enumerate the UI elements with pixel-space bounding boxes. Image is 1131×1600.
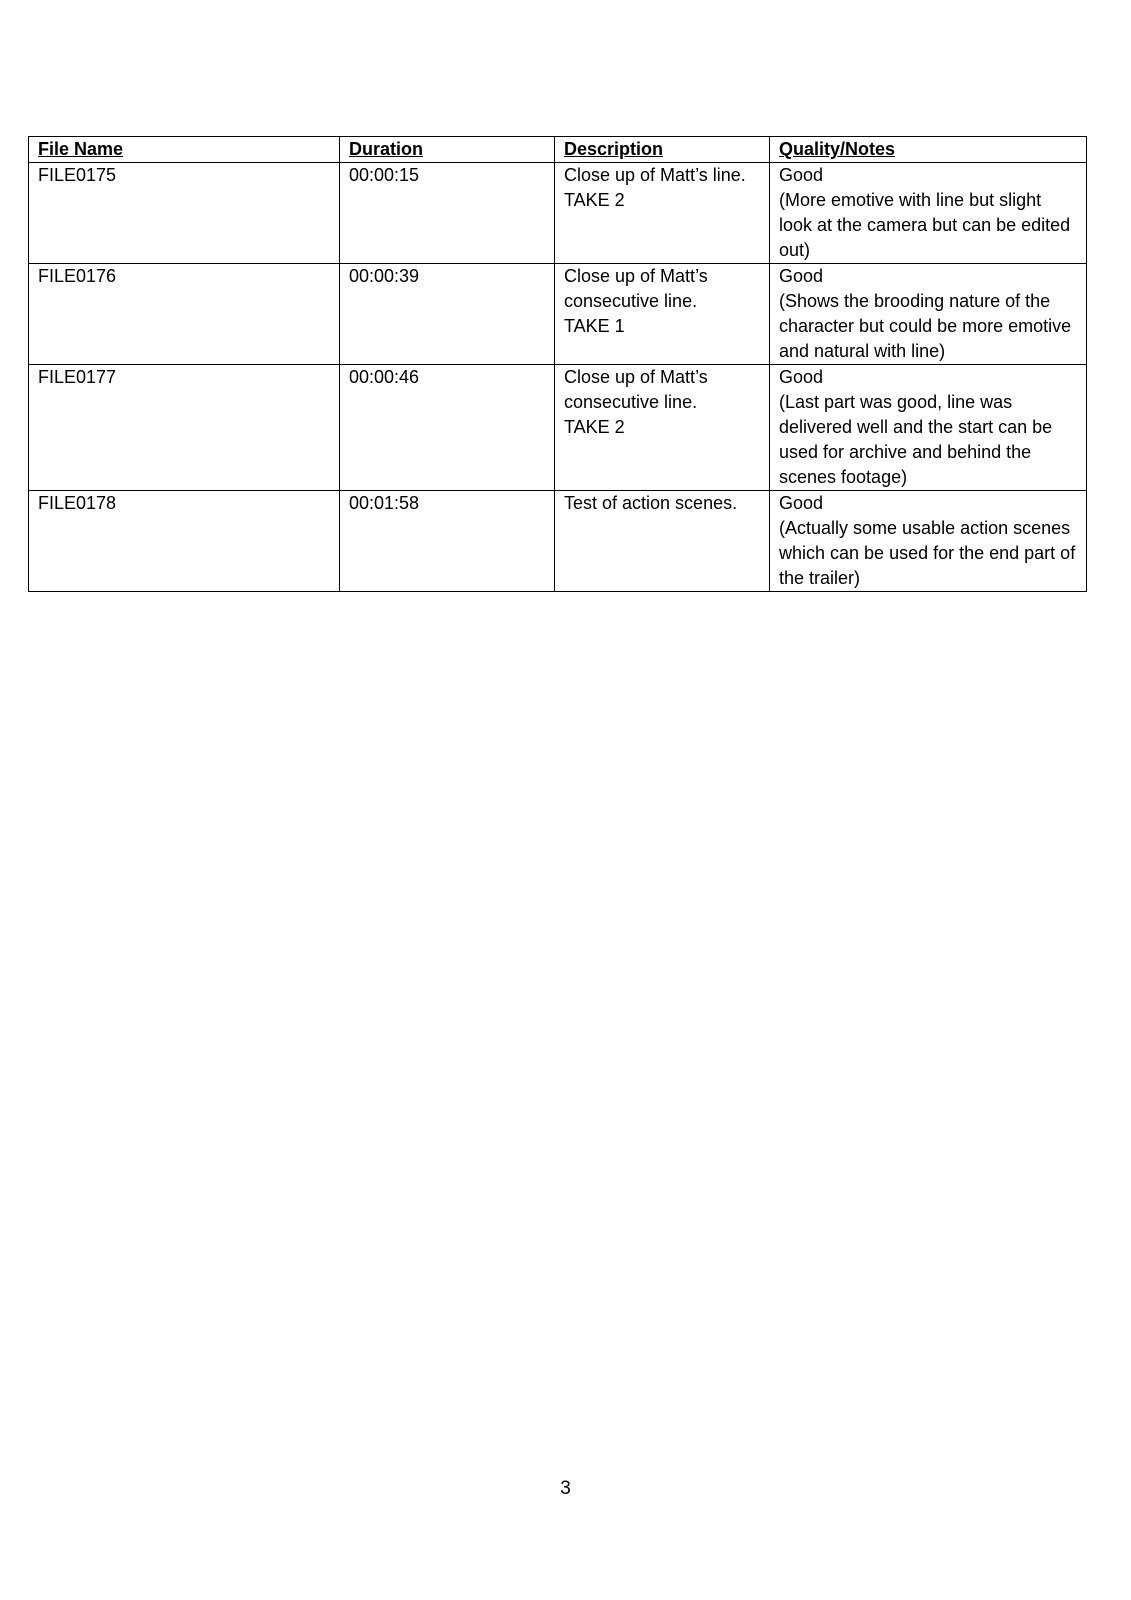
table-row <box>29 264 1087 365</box>
file-name-cell: FILE0175 <box>29 163 340 264</box>
footage-log-table <box>28 136 1087 592</box>
header-file-name: File Name <box>29 137 340 163</box>
description-cell <box>555 264 770 365</box>
notes-text: (Actually some usable action scenes which can be used for the end part of the trailer) <box>779 518 1076 588</box>
file-name-cell: FILE0178 <box>29 491 340 592</box>
take-label: TAKE 2 <box>564 190 625 210</box>
take-label: TAKE 1 <box>564 316 625 336</box>
notes-text: (Last part was good, line was delivered well and the start can be used for archive and behind the scenes footage) <box>779 392 1053 487</box>
file-name-cell: FILE0177 <box>29 365 340 491</box>
duration-cell: 00:00:15 <box>340 163 555 264</box>
page-number: 3 <box>560 1478 571 1499</box>
header-duration: Duration <box>340 137 555 163</box>
table-row <box>29 365 1087 491</box>
description-text: Test of action scenes. <box>564 493 738 513</box>
description-cell <box>555 365 770 491</box>
description-text: Close up of Matt’s consecutive line. <box>564 367 708 412</box>
notes-text: (More emotive with line but slight look at the camera but can be edited out) <box>779 190 1071 260</box>
quality-rating: Good <box>779 165 824 185</box>
take-label: TAKE 2 <box>564 417 625 437</box>
description-cell <box>555 163 770 264</box>
quality-notes-cell <box>770 163 1087 264</box>
description-text: Close up of Matt’s consecutive line. <box>564 266 708 311</box>
description-text: Close up of Matt’s line. <box>564 165 746 185</box>
quality-notes-cell <box>770 491 1087 592</box>
table-row <box>29 163 1087 264</box>
quality-rating: Good <box>779 493 824 513</box>
description-cell <box>555 491 770 592</box>
duration-cell: 00:00:39 <box>340 264 555 365</box>
notes-text: (Shows the brooding nature of the character but could be more emotive and natural with line) <box>779 291 1072 361</box>
file-name-cell: FILE0176 <box>29 264 340 365</box>
header-quality-notes: Quality/Notes <box>770 137 1087 163</box>
table-header-row <box>29 137 1087 163</box>
quality-rating: Good <box>779 266 824 286</box>
header-description: Description <box>555 137 770 163</box>
duration-cell: 00:01:58 <box>340 491 555 592</box>
quality-rating: Good <box>779 367 824 387</box>
quality-notes-cell <box>770 264 1087 365</box>
quality-notes-cell <box>770 365 1087 491</box>
duration-cell: 00:00:46 <box>340 365 555 491</box>
table-row <box>29 491 1087 592</box>
